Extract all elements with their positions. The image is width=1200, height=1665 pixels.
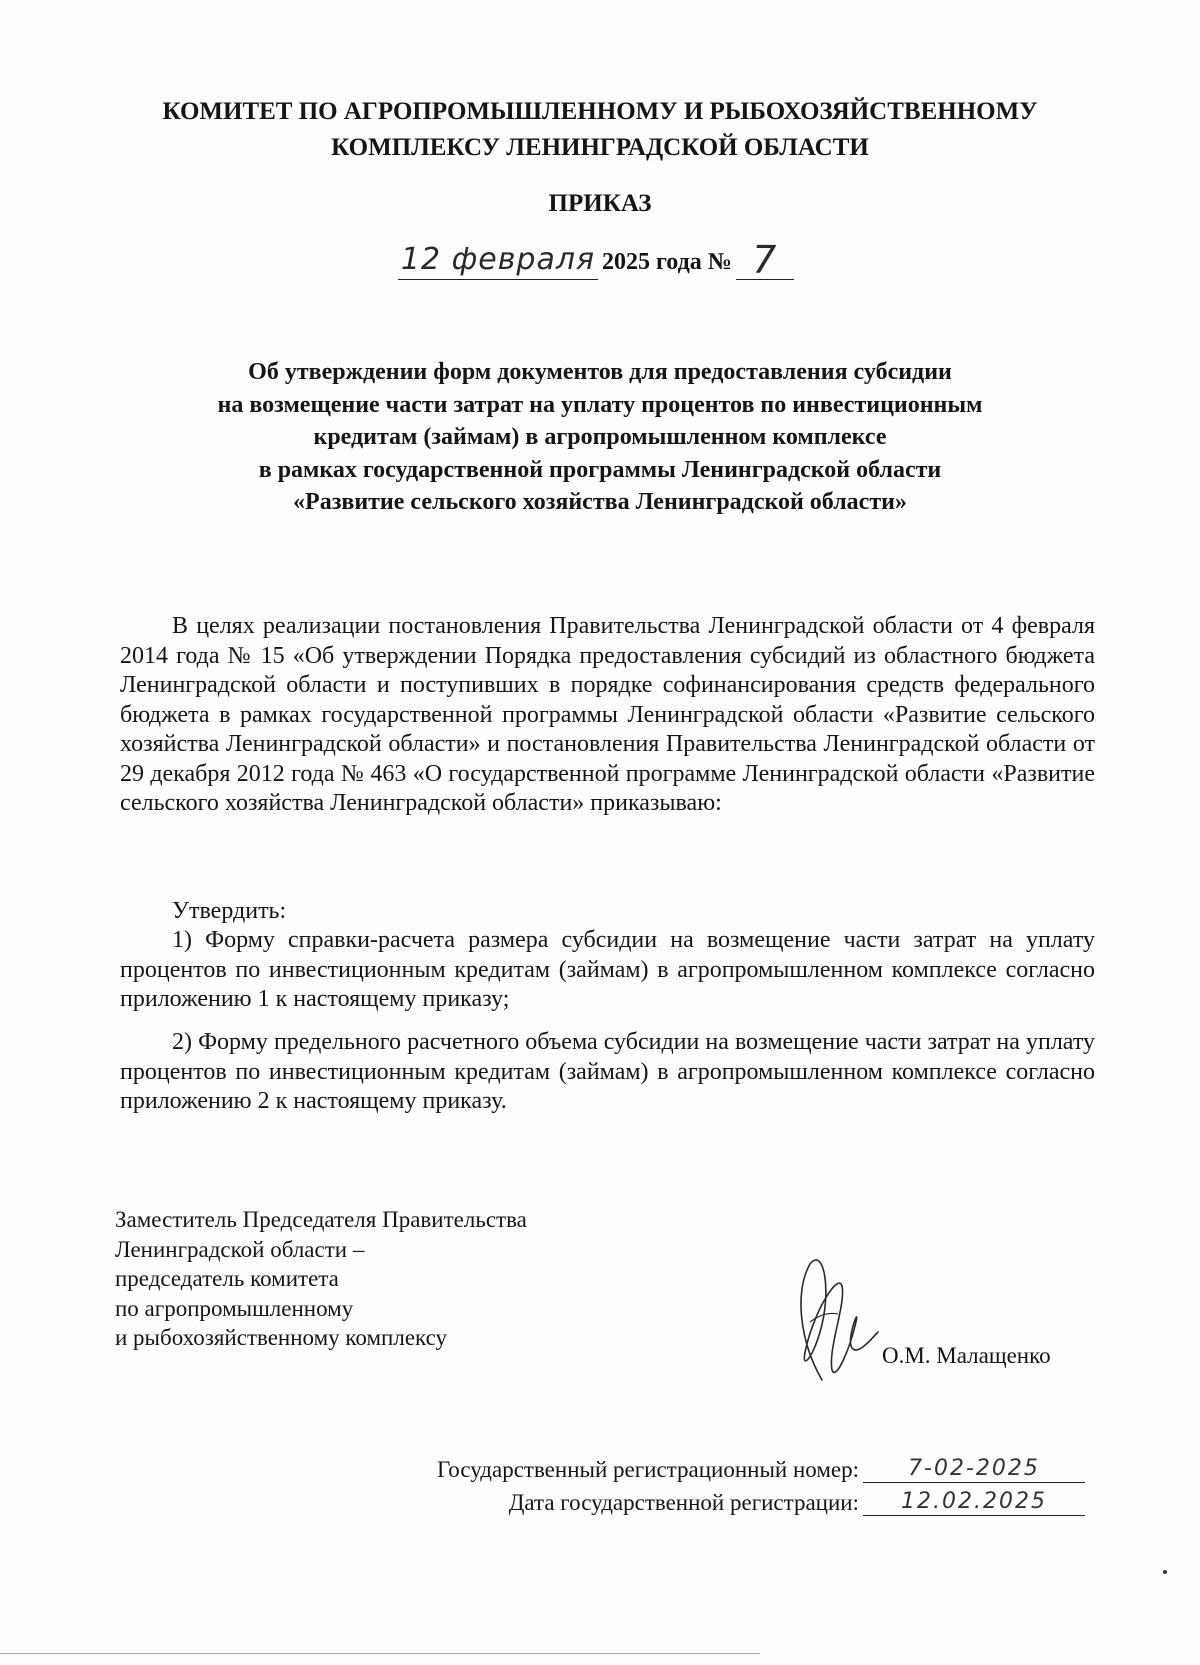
- year-number-label: 2025 года №: [602, 249, 732, 275]
- order-date-line: [398, 236, 794, 280]
- document-title: [130, 356, 1070, 519]
- document-type: ПРИКАЗ: [548, 190, 652, 217]
- signer-position-line: и рыбохозяйственному комплексу: [115, 1325, 448, 1350]
- organization-name-line2: КОМПЛЕКСУ ЛЕНИНГРАДСКОЙ ОБЛАСТИ: [331, 134, 869, 161]
- handwritten-date: 12 февраля: [398, 241, 598, 280]
- title-line: Об утверждении форм документов для предоставления субсидии: [248, 359, 952, 385]
- registration-date-label: Дата государственной регистрации:: [508, 1490, 859, 1515]
- intro-paragraph: [120, 612, 1095, 819]
- item-1-text: 1) Форму справки-расчета размера субсидии на возмещение части затрат на уплату процентов по инвестиционным кредитам (займам) в агропромышленном комплексе согласно приложению 1 к настоящему приказу;: [120, 927, 1095, 1012]
- approve-heading: [120, 897, 1095, 927]
- title-line: «Развитие сельского хозяйства Ленинградской области»: [293, 489, 907, 515]
- title-line: кредитам (займам) в агропромышленном комплексе: [313, 424, 887, 450]
- signer-position: [115, 1205, 527, 1353]
- signer-position-line: председатель комитета: [115, 1266, 339, 1291]
- intro-text: В целях реализации постановления Правительства Ленинградской области от 4 февраля 2014 года № 15 «Об утверждении Порядка предоставления субсидий из областного бюджета Ленинградской области и поступивших в порядке софинансирования средств федерального бюджета в рамках государственной программы Ленинградской области «Развитие сельского хозяйства Ленинградской области» и постановления Правительства Ленинградской области от 29 декабря 2012 года № 463 «О государственной программе Ленинградской области «Развитие сельского хозяйства Ленинградской области» приказываю:: [120, 613, 1095, 816]
- registration-block: [360, 1456, 1085, 1526]
- scan-artifact-dot: [1163, 1570, 1167, 1574]
- approved-item-2: [120, 1028, 1095, 1117]
- handwritten-order-number: 7: [736, 241, 794, 280]
- approve-text: Утвердить:: [172, 898, 287, 924]
- signer-name: О.М. Малащенко: [882, 1343, 1051, 1368]
- item-2-text: 2) Форму предельного расчетного объема субсидии на возмещение части затрат на уплату процентов по инвестиционным кредитам (займам) в агропромышленном комплексе согласно приложению 2 к настоящему приказу.: [120, 1029, 1095, 1114]
- handwritten-signature: [780, 1252, 890, 1387]
- registration-number-label: Государственный регистрационный номер:: [436, 1457, 859, 1482]
- signer-position-line: Ленинградской области –: [115, 1236, 365, 1262]
- registration-date-row: [509, 1489, 1085, 1516]
- scan-edge-line: [0, 1653, 760, 1654]
- organization-name-line1: КОМИТЕТ ПО АГРОПРОМЫШЛЕННОМУ И РЫБОХОЗЯЙСТВЕННОМУ: [162, 98, 1038, 125]
- registration-number-value: 7-02-2025: [863, 1456, 1085, 1483]
- registration-number-row: [437, 1456, 1085, 1483]
- title-line: в рамках государственной программы Ленинградской области: [258, 456, 942, 483]
- signer-position-line: Заместитель Председателя Правительства: [115, 1207, 527, 1232]
- approved-item-1: [120, 926, 1095, 1015]
- registration-date-value: 12.02.2025: [863, 1489, 1085, 1516]
- signer-position-line: по агропромышленному: [115, 1295, 354, 1321]
- title-line: на возмещение части затрат на уплату процентов по инвестиционным: [217, 391, 983, 418]
